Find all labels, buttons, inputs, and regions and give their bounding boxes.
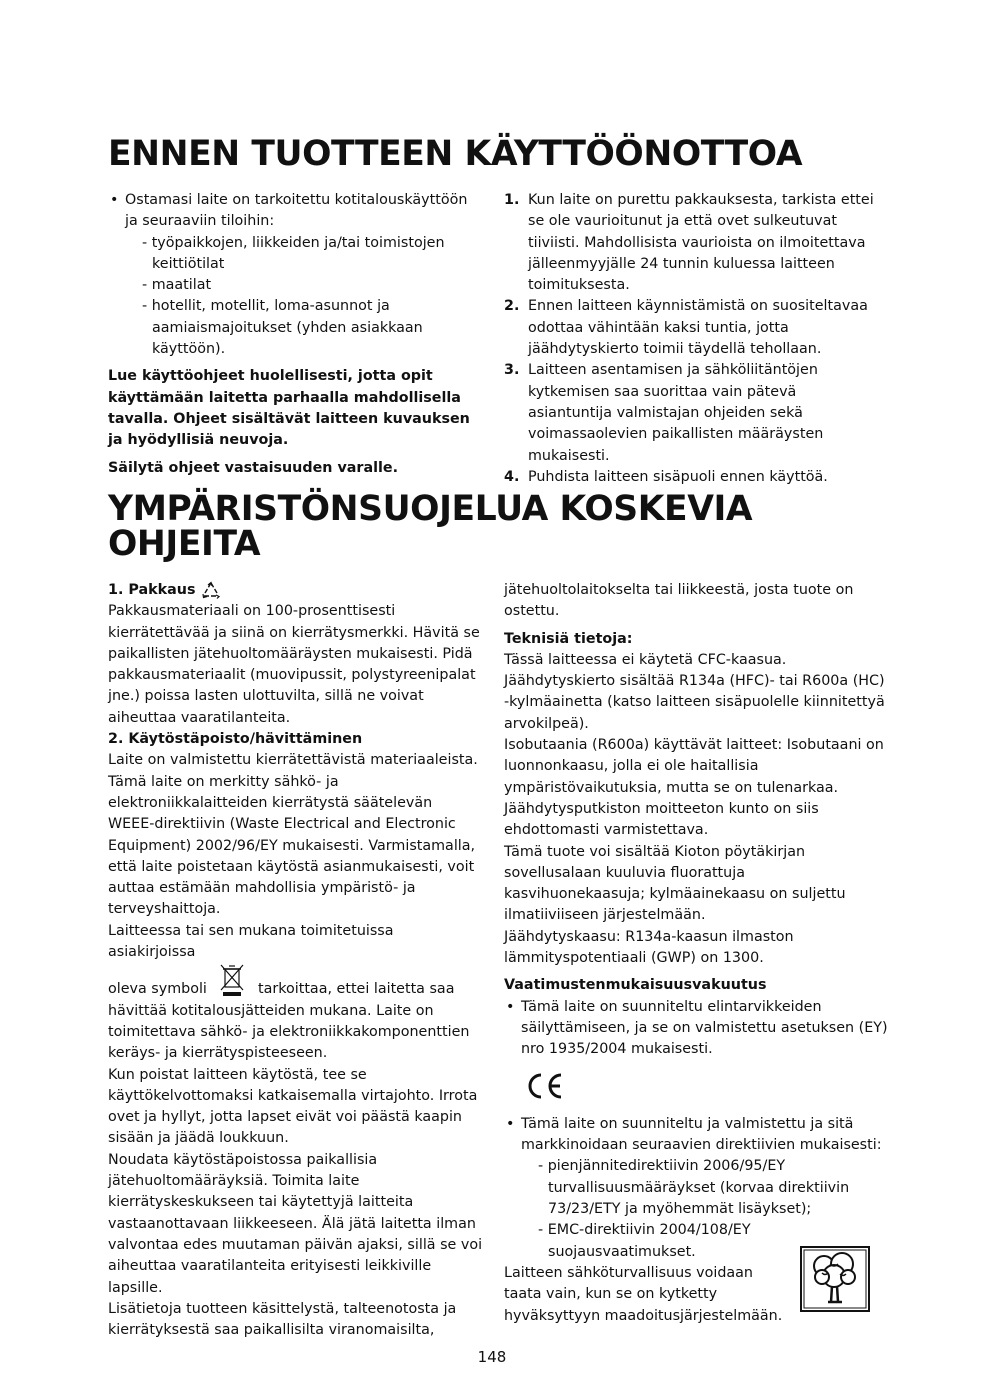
intro-text: Ostamasi laite on tarkoitettu kotitalouskäyttöön ja seuraaviin tiloihin: [125, 192, 468, 230]
bullet-marker: • [110, 192, 119, 208]
list-item: - EMC-direktiivin 2004/108/EY suojausvaatimukset. [538, 1222, 751, 1260]
continued-text: jätehuoltolaitokselta tai liikkeestä, josta tuote on ostettu. [504, 582, 854, 620]
tech-heading: Teknisiä tietoja: [504, 630, 633, 647]
section2-title [108, 489, 753, 564]
safety-note: Laitteen sähköturvallisuus voidaan taata vain, kun se on kytketty hyväksyttyyn maadoitusjärjestelmään. [504, 1264, 783, 1324]
section1-left-column [108, 190, 483, 479]
tech-text1: Tässä laitteessa ei käytetä CFC-kaasua. [504, 651, 787, 668]
conformity-bullet2: Tämä laite on suunniteltu ja valmistettu ja sitä markkinoidaan seuraavien direktiivien mukaisesti: [521, 1115, 882, 1154]
step-number: 2. [504, 298, 520, 315]
step-item [504, 190, 884, 296]
section2-title-line1: YMPÄRISTÖNSUOJELUA KOSKEVIA [108, 489, 753, 529]
conformity-bullet1: Tämä laite on suunniteltu elintarvikkeiden säilyttämiseen, ja se on valmistettu asetuksen (EY) nro 1935/2004 mukaisesti. [521, 998, 888, 1058]
step-text: Ennen laitteen käynnistämistä on suositeltavaa odottaa vähintään kaksi tuntia, jotta jäähdytyskierto toimii täydellä tehollaan. [528, 298, 868, 358]
disposal-text3: Kun poistat laitteen käytöstä, tee se käyttökelvottomaksi katkaisemalla virtajohto. Irrota ovet ja hyllyt, jotta lapset eivät voi päästä kaapin sisään ja jäädä loukkuun. [108, 1066, 478, 1147]
section2-title-line2: OHJEITA [108, 524, 261, 564]
list-item: - pienjännitedirektiivin 2006/95/EY turvallisuusmääräykset (korvaa direktiivin 73/23/ETY ja myöhemmät lisäykset); [538, 1158, 850, 1218]
tree-eco-icon [800, 1246, 870, 1312]
tech-text3: Isobutaania (R600a) käyttävät laitteet: Isobutaani on luonnonkaasu, jolla ei ole haitallisia ympäristövaikutuksia, mutta se on tulenarkaa. Jäähdytysputkiston moitteeton kunto on siis ehdottomasti varmistettava. [504, 737, 884, 839]
step-number: 4. [504, 468, 520, 485]
list-item: - työpaikkojen, liikkeiden ja/tai toimistojen keittiötilat [142, 234, 445, 272]
packaging-text: Pakkausmateriaali on 100-prosenttisesti kierrätettävää ja siinä on kierrätysmerkki. Hävitä se paikallisten jätehuoltomääräysten mukaisesti. Pidä pakkausmateriaalit (muovipussit, polystyreenipalat jne.) poissa lasten ulottuvilta, sillä ne voivat aiheuttaa vaaratilanteita. [108, 603, 480, 726]
step-number: 3. [504, 362, 520, 379]
keep-note: Säilytä ohjeet vastaisuuden varalle. [108, 459, 399, 476]
disposal-text2a: Laitteessa tai sen mukana toimitetuissa asiakirjoissa [108, 922, 394, 961]
bullet-marker: • [506, 1115, 515, 1132]
ce-mark-icon [524, 1071, 566, 1101]
section1-title: ENNEN TUOTTEEN KÄYTTÖÖNOTTOA [108, 134, 803, 174]
disposal-text2c: tarkoittaa, ettei laitetta saa hävittää kotitalousjätteiden mukana. Laite on toimitettava sähkö- ja elektroniikkakomponenttien keräys- ja kierrätyspisteeseen. [108, 981, 470, 1062]
tech-text2: Jäähdytyskierto sisältää R134a (HFC)- tai R600a (HC) -kylmäainetta (katso laitteen sisäpuolelle kiinnitettyä arvokilpeä). [504, 673, 885, 732]
conformity-heading: Vaatimustenmukaisuusvakuutus [504, 977, 767, 994]
step-item [504, 360, 884, 466]
disposal-heading: 2. Käytöstäpoisto/hävittäminen [108, 731, 363, 748]
bullet-marker: • [506, 998, 515, 1015]
disposal-text1: Laite on valmistettu kierrätettävistä materiaaleista. Tämä laite on merkitty sähkö- ja elektroniikkalaitteiden kierrätystä säätelevän WEEE-direktiivin (Waste Electrical and Electronic Equipment) 2002/96/EY mukaisesti. Varmistamalla, että laite poistetaan käytöstä asianmukaisesti, voit auttaa estämään mahdollisia ympäristö- ja terveyshaittoja. [108, 752, 478, 918]
packaging-heading [108, 580, 483, 601]
disposal-text2b: oleva symboli [108, 981, 207, 998]
uses-list [125, 233, 483, 361]
intro-bullet [108, 190, 483, 360]
step-text: Kun laite on purettu pakkauksesta, tarkista ettei se ole vaurioitunut ja että ovet sulkeutuvat tiiviisti. Mahdollisista vaurioista on ilmoitettava jälleenmyyjälle 24 tunnin kuluessa laitteen toimituksesta. [528, 192, 874, 294]
bold-note: Lue käyttöohjeet huolellisesti, jotta opit käyttämään laitetta parhaalla mahdollisella tavalla. Ohjeet sisältävät laitteen kuvauksen ja hyödyllisiä neuvoja. [108, 368, 470, 449]
tech-text5: Jäähdytyskaasu: R134a-kaasun ilmaston lämmityspotentiaali (GWP) on 1300. [504, 928, 794, 967]
step-item [504, 296, 884, 360]
disposal-text5: Lisätietoja tuotteen käsittelystä, talteenotosta ja kierrätyksestä saa paikallisilta viranomaisilta, [108, 1300, 457, 1339]
packaging-heading-text: 1. Pakkaus [108, 582, 196, 598]
step-item [504, 467, 884, 488]
weee-bin-icon [217, 963, 247, 997]
list-item: - hotellit, motellit, loma-asunnot ja aamiaismajoitukset (yhden asiakkaan käyttöön). [142, 298, 423, 358]
section2-right-column [504, 580, 889, 1327]
recycle-icon [200, 581, 222, 599]
section1-right-column [504, 190, 884, 488]
disposal-text4: Noudata käytöstäpoistossa paikallisia jätehuoltomääräyksiä. Toimita laite kierrätyskeskukseen tai käytettyjä laitteita vastaanottavaan liikkeeseen. Älä jätä laitetta ilman valvontaa edes muutaman päivän ajaksi, sillä se voi aiheuttaa vaaratilanteita erityisesti leikkiville lapsille. [108, 1151, 483, 1296]
conformity-bullet [504, 1114, 889, 1263]
step-text: Laitteen asentamisen ja sähköliitäntöjen kytkemisen saa suorittaa vain pätevä asiantuntija valmistajan ohjeiden sekä voimassaolevien paikallisten määräysten mukaisesti. [528, 362, 824, 464]
section2-left-column [108, 580, 483, 1341]
list-item: - maatilat [142, 277, 212, 294]
page-number: 148 [477, 1348, 507, 1366]
conformity-bullet [504, 997, 889, 1061]
disposal-symbol-line [108, 963, 483, 1064]
step-text: Puhdista laitteen sisäpuoli ennen käyttöä. [528, 468, 828, 485]
step-number: 1. [504, 192, 520, 208]
tech-text4: Tämä tuote voi sisältää Kioton pöytäkirjan sovellusalaan kuuluvia fluorattuja kasvihuonekaasuja; kylmäainekaasu on suljettu ilmatiiviiseen järjestelmään. [504, 843, 846, 924]
